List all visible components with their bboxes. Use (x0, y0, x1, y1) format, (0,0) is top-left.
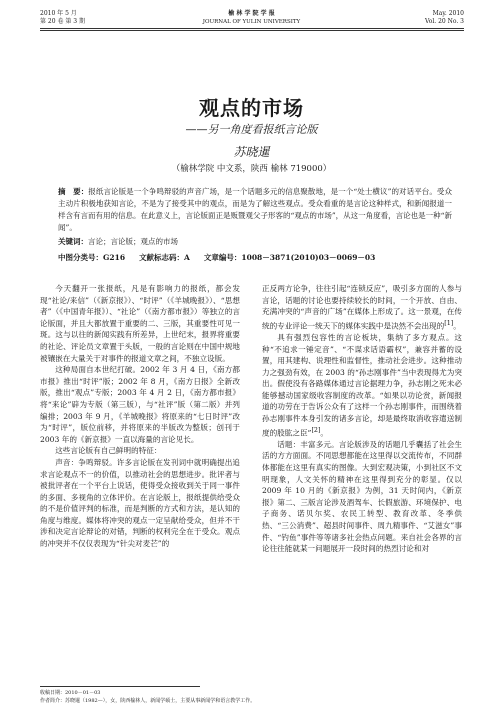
article-number: 文章编号：1008－3871(2010)03－0069－03 (203, 253, 376, 262)
author-bio: 作者简介：苏晓暹（1982—），女，陕西榆林人，新闻学硕士，主要从事新闻学和语言教学工作。 (40, 698, 256, 704)
abstract-text: 报纸言论版是一个争鸣辩驳的声音广场，是一个话题多元的信息聚散地，是一个“处士横议”的对话平台。受众主动片积极地获知言论，不是为了接受其中的观点，而是为了解这些观点。受众看重的是言论这种样式，和新闻报道一样含有言而有用的信息。在此意义上，言论版面正是贩暨观父子形客的“观点的市场”，从这一角度看，言论也是一种“新闻”。 (58, 187, 452, 232)
article-title: 观点的市场 (199, 96, 304, 120)
journal-name-cn: 榆 林 学 院 学 报 (228, 10, 275, 17)
header-volume: 第 20 卷 第 3 期 (40, 18, 85, 25)
author-name: 苏晓暹 (233, 145, 270, 159)
body-paragraph: 具有强烈包容性的言论板块，集纳了多方观点。这种“不追求一锤定音”、“不谋求话语霸权”，兼容并蓄的设置，用其建构、说理性和监督性，推动社会进步。这种推动力之强劲有效，在 2003 的“孙志刚事件”当中表现得尤为突出。假使没有各路媒体通过言论据理力争，孙志刚之死未必能够撼动国家级收容制度的改革。“如果以功论赏，新闻报道的功劳在于告诉公众有了这样一个孙志刚事件，而围绕着孙志刚事件本身引发的诸多言论，却是最终取消收容遣送制度的股肱之臣”[2]。 (262, 332, 462, 438)
received-date: 收稿日期：2010－01－03 (40, 690, 101, 696)
abstract (58, 186, 452, 234)
body-paragraph: 今天翻开一张报纸，凡是有影响力的报纸，都会发现“社论/来信”（《新京报》）、“时评”（《羊城晚报》）、“思想者”（《中国青年报》）、“社论”（《南方都市报》）等独立的言论版面，并且大都放置于重要的二、三版，其重要性可见一斑。这与以往的新闻实践有所差异，上世纪末，报界将重要的社论、评论员文章置于头版，一般的言论则在中国中规地被镶嵌在大量关于对事件的报道文章之间，不独立设版。 (40, 284, 240, 363)
body-paragraph: 正反两方论争，往往引起“连锁反应”，吸引多方面的人参与言论，话题的讨论也要持续较长的时间，一个开放、自由、充满冲突的“声音的广场”在媒体上形成了。这一景观，在传统的专业评论一统天下的媒体实践中是决然不会出现的[1]。 (262, 284, 462, 331)
header-volume-en: Vol. 20 No. 3 (424, 18, 464, 25)
body-column-right (262, 283, 462, 555)
keywords (58, 236, 452, 247)
footnote-rule (40, 686, 200, 687)
body-column-left (40, 283, 240, 550)
article-subtitle: ——另一角度看报纸言论版 (185, 123, 318, 136)
class-number: 中图分类号：G216 (58, 253, 126, 262)
body-paragraph: 声音：争鸣辩驳。许多言论版在发刊词中就明确提出追求言论观点不一的价值，以推动社会的思想进步。批评者与被批评者在一个平台上说话，使得受众接收到关于同一事件的多面、多视角的立体评价。在言论版上，报纸提供给受众的不是价值评判的标准，而是判断的方式和方法，是认知的角度与维度。媒体将冲突的观点一定呈献给受众，但并不干涉和决定言论辩论的对错，判断的权利完全在于受众。观点的冲突并不仅仅表现为“针尖对麦芒”的 (40, 457, 240, 549)
body-paragraph: 这些言论版有自己鲜明的特征： (55, 446, 162, 456)
header-date-en: May. 2010 (432, 10, 464, 17)
header-date: 2010 年 5 月 (40, 10, 77, 17)
header-rule (40, 28, 464, 29)
abstract-label: 摘 要： (58, 187, 89, 196)
author-affiliation: （榆林学院 中文系，陕西 榆林 719000） (171, 164, 332, 174)
body-paragraph: 话题：丰富多元。言论版涉及的话题几乎囊括了社会生活的方方面面。不同思想都能在这里得以交流传布，不同群体都能在这里有真实的图像。大到宏观决策，小到社区不文明现象，人文关怀的精神在这里得到充分的彰显。仅以 2009 年 10 月的《新京报》为例，31 天时间内，《新京报》第二、三版言论涉及酒驾车、长假旅游、环境保护、电子商务、诺贝尔奖、农民工转型、教育改革、冬季供热、“三公消费”、超县时间事件、周九精事件、“艾滋女”事件、“钓鱼”事件等等诸多社会热点问题。来自社会各界的言论往往能就某一问题展开一段时间的热烈讨论和对 (262, 439, 462, 554)
body-paragraph: 这种局面自本世纪打破。2002 年 3 月 4 日，《南方都市报》推出“时评”版；2002 年 8 月，《南方日报》全新改版，推出“观点”专版；2003 年 4 月 2 日，《南方都市报》将“来论”辟为专版（第三版），与“社评”版（第二版）并列编排；2003 年 9 月，《羊城晚报》将原来的“七日时评”改为“时评”，版位前移，并将原来的半版改为整版；创刊于 2003 年的《新京报》一直以海量的言论见长。 (40, 365, 240, 444)
classification-line (58, 252, 452, 263)
keywords-text: 言论；言论版；观点的市场 (88, 237, 178, 246)
journal-name-en: JOURNAL OF YULIN UNIVERSITY (202, 19, 301, 25)
doc-code: 文献标志码：A (139, 253, 190, 262)
header-rule-thin (40, 30, 464, 31)
keywords-label: 关键词： (58, 237, 88, 246)
